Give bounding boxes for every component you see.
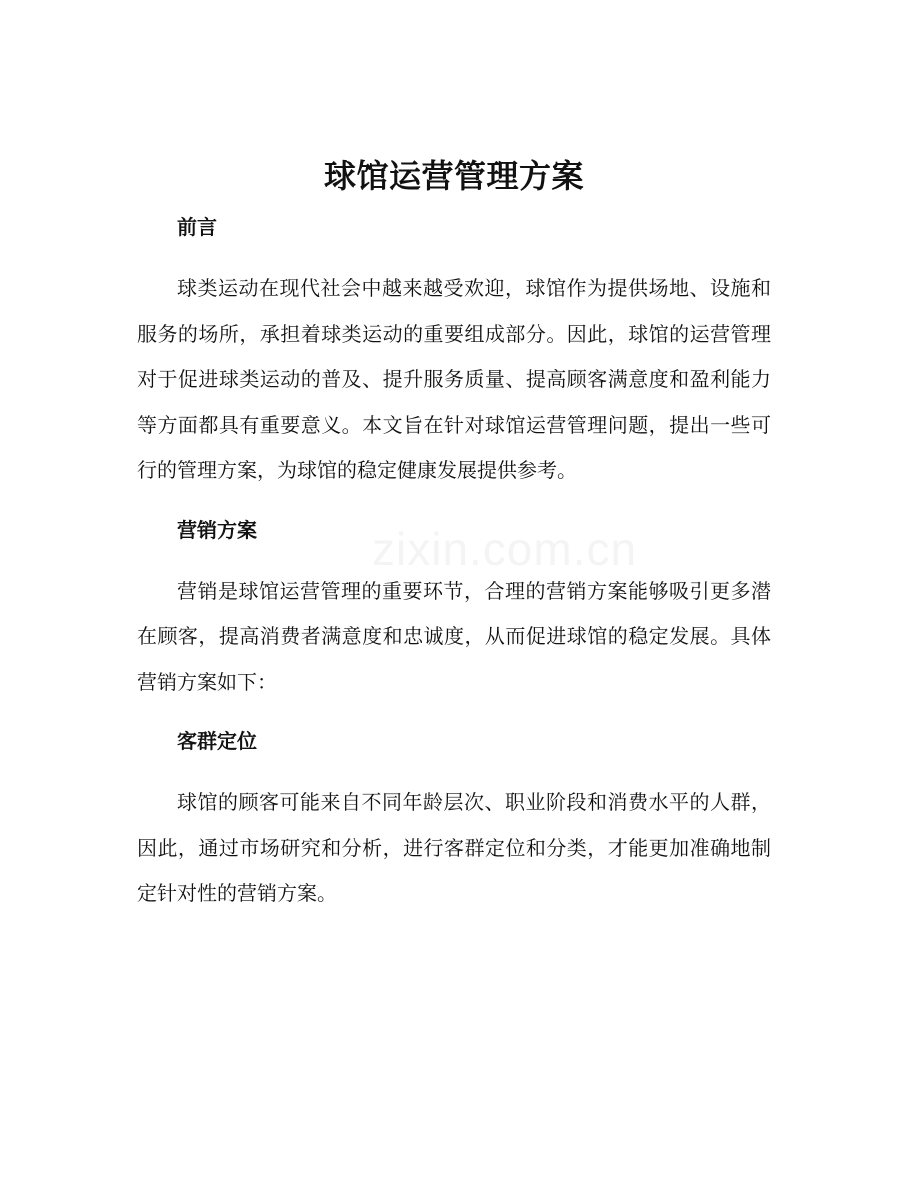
section-heading-preface: 前言 [177, 215, 217, 239]
watermark: zixin.com.cn [372, 523, 638, 575]
document-title: 球馆运营管理方案 [323, 157, 584, 195]
section-paragraph-marketing-plan: 营销是球馆运营管理的重要环节，合理的营销方案能够吸引更多潜在顾客，提高消费者满意度和忠诚度，从而促进球馆的稳定发展。具体营销方案如下： [137, 578, 771, 694]
section-heading-marketing-plan: 营销方案 [177, 517, 257, 542]
section-paragraph-customer-positioning: 球馆的顾客可能来自不同年龄层次、职业阶段和消费水平的人群，因此，通过市场研究和分析，进行客群定位和分类，才能更加准确地制定针对性的营销方案。 [137, 790, 771, 905]
section-paragraph-preface: 球类运动在现代社会中越来越受欢迎，球馆作为提供场地、设施和服务的场所，承担着球类运动的重要组成部分。因此，球馆的运营管理对于促进球类运动的普及、提升服务质量、提高顾客满意度和盈利能力等方面都具有重要意义。本文旨在针对球馆运营管理问题，提出一些可行的管理方案，为球馆的稳定健康发展提供参考。 [137, 276, 771, 482]
section-heading-customer-positioning: 客群定位 [177, 729, 257, 753]
document-content [137, 151, 771, 917]
